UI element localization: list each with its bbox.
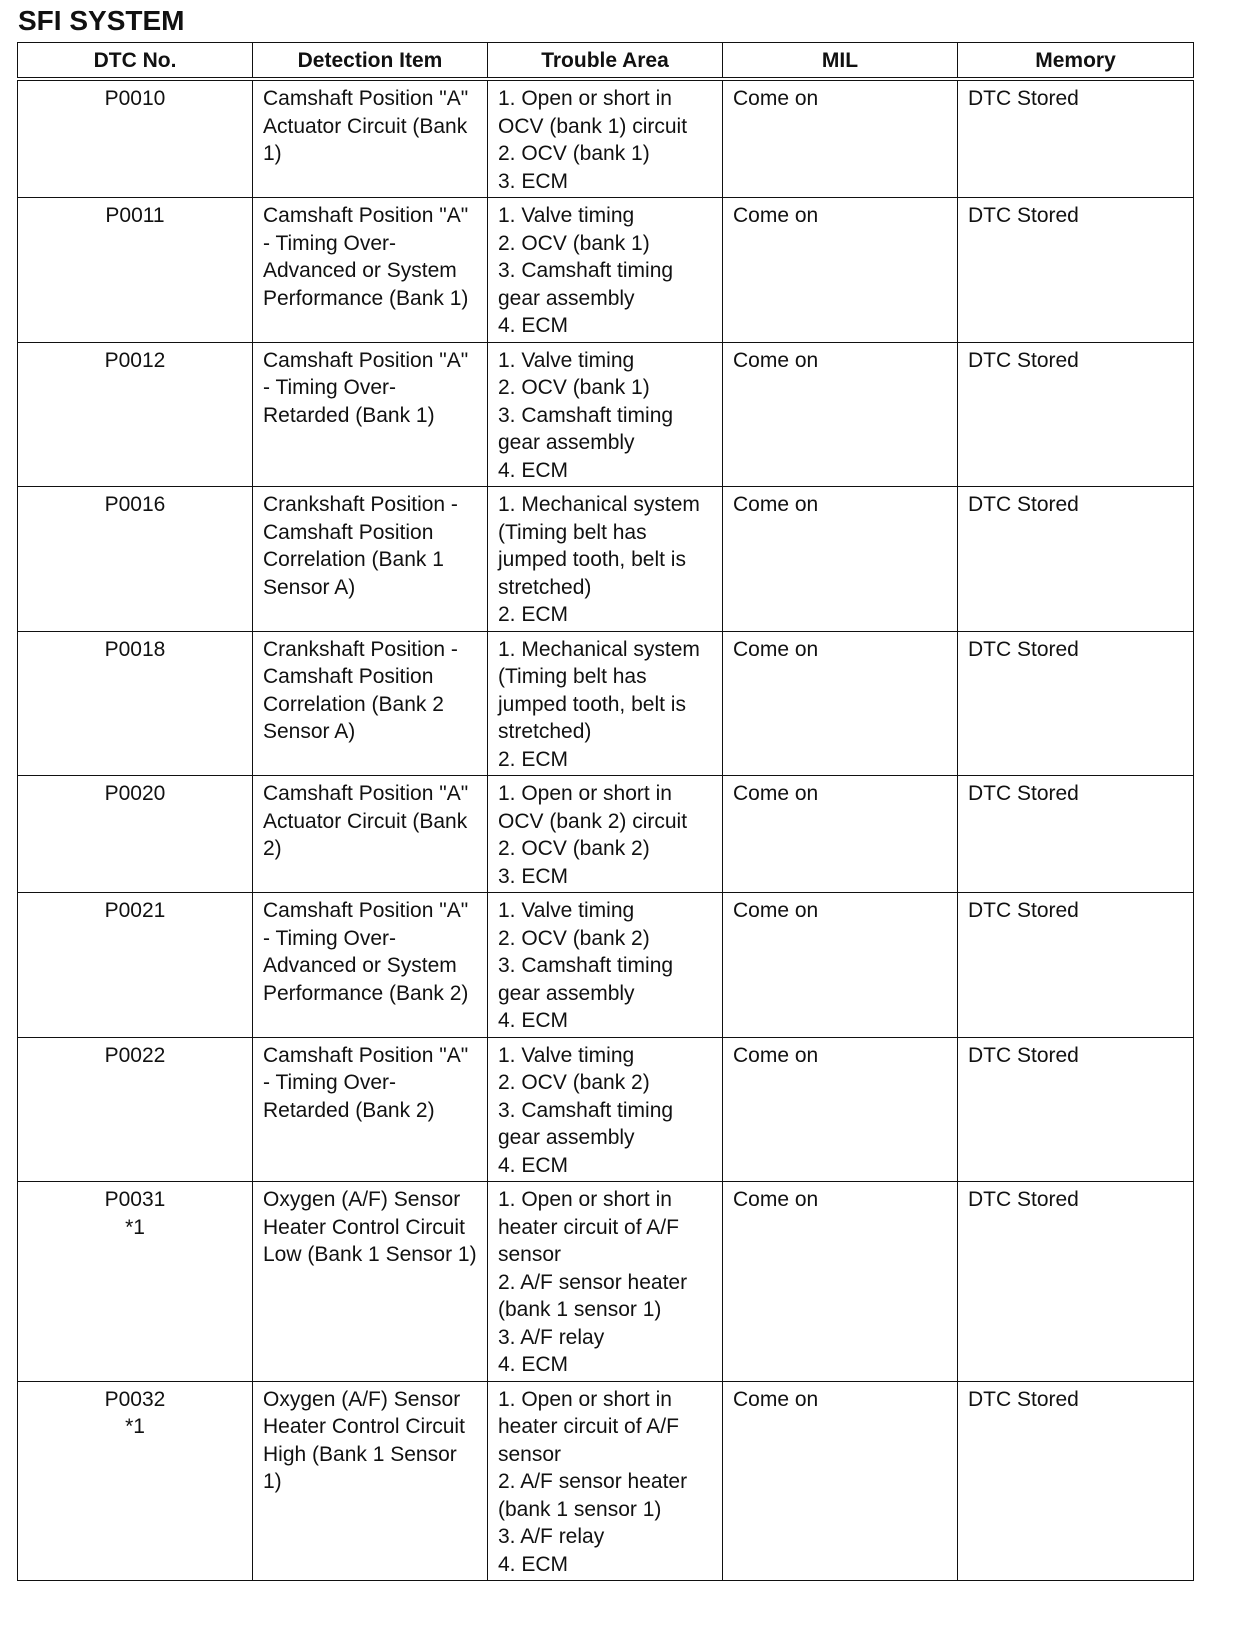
trouble-area-cell <box>488 631 723 776</box>
detection-item-cell: Camshaft Position "A" Actuator Circuit (Bank 2) <box>253 776 488 893</box>
dtc-code: P0012 <box>104 348 166 372</box>
dtc-code: P0010 <box>104 87 166 110</box>
trouble-area-item: 3. Camshaft timing gear assembly <box>498 1098 674 1149</box>
dtc-code-cell <box>18 1037 253 1182</box>
trouble-area-cell <box>488 893 723 1038</box>
trouble-area-item: 4. ECM <box>498 1009 569 1032</box>
trouble-area-item: 2. OCV (bank 2) <box>498 837 650 860</box>
detection-item-cell: Crankshaft Position - Camshaft Position Correlation (Bank 2 Sensor A) <box>253 631 488 776</box>
detection-item-cell: Camshaft Position "A" Actuator Circuit (Bank 1) <box>253 79 488 198</box>
trouble-area-item: 1. Open or short in OCV (bank 2) circuit <box>498 782 688 833</box>
column-header-detection-item: Detection Item <box>253 43 488 80</box>
mil-cell: Come on <box>723 79 958 198</box>
dtc-code-cell <box>18 342 253 487</box>
trouble-area-cell <box>488 776 723 893</box>
table-row <box>18 79 1194 198</box>
trouble-area-item: 2. ECM <box>498 603 569 626</box>
trouble-area-item: 1. Mechanical system (Timing belt has jumped tooth, belt is stretched) <box>498 637 700 743</box>
trouble-area-item: 2. OCV (bank 2) <box>498 1071 650 1094</box>
trouble-area-item: 1. Valve timing <box>498 348 635 372</box>
dtc-code-cell <box>18 79 253 198</box>
trouble-area-item: 3. A/F relay <box>498 1325 605 1349</box>
trouble-area-item: 2. OCV (bank 1) <box>498 142 650 165</box>
table-body <box>18 79 1194 1581</box>
header-row <box>18 43 1194 80</box>
dtc-code-cell <box>18 631 253 776</box>
memory-cell: DTC Stored <box>958 1037 1194 1182</box>
mil-cell: Come on <box>723 776 958 893</box>
table-header <box>18 43 1194 80</box>
trouble-area-cell <box>488 487 723 632</box>
trouble-area-item: 1. Open or short in heater circuit of A/F sensor <box>498 1188 679 1266</box>
trouble-area-item: 4. ECM <box>498 458 569 482</box>
dtc-code-cell <box>18 1381 253 1581</box>
detection-item-cell: Camshaft Position "A" - Timing Over-Advanced or System Performance (Bank 2) <box>253 893 488 1038</box>
trouble-area-item: 3. ECM <box>498 169 569 193</box>
column-header-mil: MIL <box>723 43 958 80</box>
memory-cell: DTC Stored <box>958 1381 1194 1581</box>
dtc-code-cell <box>18 776 253 893</box>
table-row <box>18 893 1194 1038</box>
table-row <box>18 1037 1194 1182</box>
table-row <box>18 631 1194 776</box>
detection-item-cell: Oxygen (A/F) Sensor Heater Control Circuit Low (Bank 1 Sensor 1) <box>253 1182 488 1382</box>
trouble-area-item: 1. Valve timing <box>498 204 635 227</box>
memory-cell: DTC Stored <box>958 776 1194 893</box>
dtc-footnote-mark: *1 <box>125 1215 145 1239</box>
memory-cell: DTC Stored <box>958 79 1194 198</box>
trouble-area-cell <box>488 79 723 198</box>
memory-cell: DTC Stored <box>958 487 1194 632</box>
trouble-area-item: 2. A/F sensor heater (bank 1 sensor 1) <box>498 1470 688 1521</box>
trouble-area-cell <box>488 1037 723 1182</box>
trouble-area-item: 2. ECM <box>498 747 569 771</box>
trouble-area-item: 3. Camshaft timing gear assembly <box>498 259 674 310</box>
trouble-area-item: 3. Camshaft timing gear assembly <box>498 403 674 454</box>
column-header-dtc-no: DTC No. <box>18 43 253 80</box>
table-row <box>18 342 1194 487</box>
mil-cell: Come on <box>723 1381 958 1581</box>
trouble-area-item: 3. A/F relay <box>498 1525 605 1548</box>
dtc-code: P0016 <box>104 493 166 516</box>
memory-cell: DTC Stored <box>958 1182 1194 1382</box>
trouble-area-item: 4. ECM <box>498 1552 569 1576</box>
detection-item-cell: Camshaft Position "A" - Timing Over-Retarded (Bank 1) <box>253 342 488 487</box>
detection-item-cell: Camshaft Position "A" - Timing Over-Retarded (Bank 2) <box>253 1037 488 1182</box>
trouble-area-item: 4. ECM <box>498 1353 569 1376</box>
detection-item-cell: Camshaft Position "A" - Timing Over-Advanced or System Performance (Bank 1) <box>253 198 488 343</box>
dtc-code: P0031 <box>104 1188 166 1211</box>
trouble-area-item: 3. Camshaft timing gear assembly <box>498 954 674 1005</box>
trouble-area-item: 2. A/F sensor heater (bank 1 sensor 1) <box>498 1270 688 1321</box>
column-header-memory: Memory <box>958 43 1194 80</box>
table-row <box>18 487 1194 632</box>
trouble-area-cell <box>488 198 723 343</box>
dtc-code: P0018 <box>104 637 166 661</box>
table-row <box>18 1381 1194 1581</box>
dtc-code: P0032 <box>104 1387 166 1411</box>
trouble-area-item: 2. OCV (bank 2) <box>498 926 650 950</box>
mil-cell: Come on <box>723 342 958 487</box>
mil-cell: Come on <box>723 1182 958 1382</box>
trouble-area-item: 4. ECM <box>498 1153 569 1177</box>
dtc-code: P0022 <box>104 1043 166 1067</box>
column-header-trouble-area: Trouble Area <box>488 43 723 80</box>
dtc-code: P0020 <box>104 782 166 805</box>
memory-cell: DTC Stored <box>958 631 1194 776</box>
page-title: SFI SYSTEM <box>18 5 185 36</box>
mil-cell: Come on <box>723 198 958 343</box>
trouble-area-cell <box>488 1182 723 1382</box>
trouble-area-cell <box>488 342 723 487</box>
memory-cell: DTC Stored <box>958 198 1194 343</box>
dtc-code: P0011 <box>105 204 165 227</box>
trouble-area-item: 3. ECM <box>498 864 569 888</box>
mil-cell: Come on <box>723 893 958 1038</box>
dtc-code-cell <box>18 893 253 1038</box>
trouble-area-item: 4. ECM <box>498 314 569 337</box>
trouble-area-item: 1. Valve timing <box>498 1043 635 1067</box>
mil-cell: Come on <box>723 1037 958 1182</box>
dtc-code-cell <box>18 487 253 632</box>
table-row <box>18 776 1194 893</box>
trouble-area-item: 2. OCV (bank 1) <box>498 376 650 399</box>
trouble-area-item: 2. OCV (bank 1) <box>498 231 650 255</box>
memory-cell: DTC Stored <box>958 893 1194 1038</box>
trouble-area-cell <box>488 1381 723 1581</box>
detection-item-cell: Oxygen (A/F) Sensor Heater Control Circuit High (Bank 1 Sensor 1) <box>253 1381 488 1581</box>
dtc-code-cell <box>18 1182 253 1382</box>
table-row <box>18 1182 1194 1382</box>
trouble-area-item: 1. Mechanical system (Timing belt has jumped tooth, belt is stretched) <box>498 493 700 599</box>
dtc-table <box>17 42 1194 1581</box>
memory-cell: DTC Stored <box>958 342 1194 487</box>
trouble-area-item: 1. Open or short in OCV (bank 1) circuit <box>498 87 688 138</box>
trouble-area-item: 1. Open or short in heater circuit of A/F sensor <box>498 1387 679 1466</box>
dtc-code: P0021 <box>104 899 166 922</box>
detection-item-cell: Crankshaft Position - Camshaft Position Correlation (Bank 1 Sensor A) <box>253 487 488 632</box>
table-row <box>18 198 1194 343</box>
trouble-area-item: 1. Valve timing <box>498 899 635 922</box>
dtc-code-cell <box>18 198 253 343</box>
mil-cell: Come on <box>723 631 958 776</box>
mil-cell: Come on <box>723 487 958 632</box>
dtc-footnote-mark: *1 <box>125 1415 145 1438</box>
